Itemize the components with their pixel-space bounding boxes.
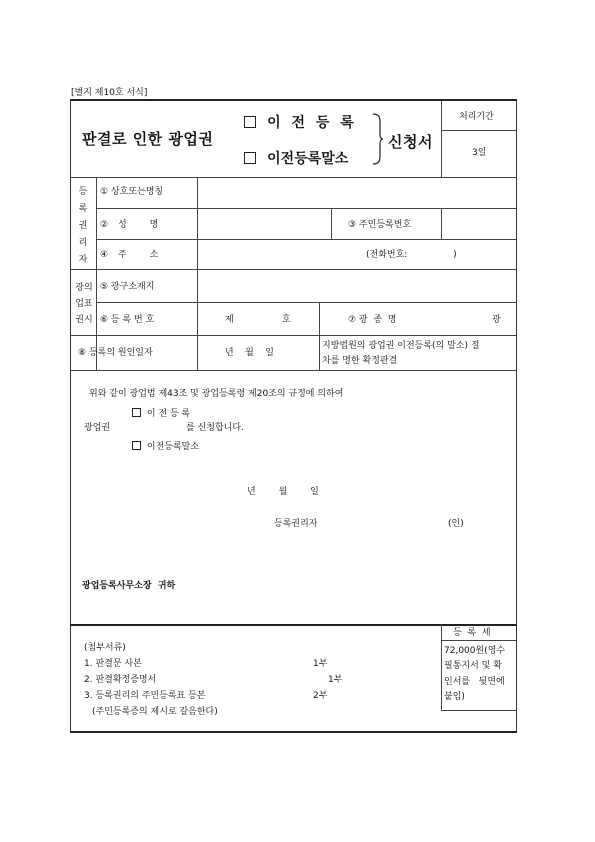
fee-line-1: 72,000원(영수 — [444, 646, 506, 656]
fee-line-2: 필통지서 및 확 — [444, 661, 502, 671]
form-title-suffix: 신청서 — [388, 133, 433, 151]
attachment-1: 1. 판결문 사본 — [84, 659, 142, 669]
address-label: 주 소 — [118, 250, 159, 260]
address-field[interactable] — [200, 241, 514, 267]
option-cancel[interactable] — [244, 148, 348, 168]
attachment-note: (주민등록증의 제시로 갈음한다) — [92, 707, 218, 717]
body-option-transfer[interactable]: 이 전 등 록 — [132, 406, 190, 419]
option-transfer-label: 이 전 등 록 — [267, 115, 357, 131]
option-transfer[interactable] — [244, 112, 357, 132]
body-transfer-checkbox[interactable] — [132, 408, 141, 417]
applicant-field[interactable] — [330, 514, 440, 532]
cause-description-2: 차를 명한 확정판결 — [322, 356, 398, 366]
fee-label: 등 록 세 — [453, 628, 491, 638]
trade-name-field[interactable] — [200, 180, 514, 206]
cause-description-1: 지방법원의 광업권 이전등록(의 말소) 절 — [322, 341, 480, 351]
phone-label: (전화번호: ) — [366, 250, 457, 260]
addressee: 광업등록사무소장 귀하 — [82, 581, 176, 591]
fee-line-4: 붙임) — [444, 692, 465, 702]
reg-number-field[interactable] — [236, 305, 278, 331]
mine-location-label: ⑤ 광구소재지 — [100, 282, 155, 292]
cause-date-value[interactable]: 년 월 일 — [225, 348, 274, 358]
attachment-3: 3. 등록권리의 주민등록표 등본 — [84, 691, 206, 701]
mining-right-label: 광업권 — [84, 423, 111, 433]
applicant-label: 등록권리자 — [274, 519, 318, 529]
cancel-checkbox[interactable] — [244, 152, 256, 164]
attachment-3-count: 2부 — [313, 691, 328, 701]
period-value: 3일 — [472, 148, 487, 158]
form-title: 판결로 인한 광업권 — [82, 130, 214, 148]
name-label: 성 명 — [118, 220, 159, 230]
period-label: 처리기간 — [459, 112, 494, 122]
attachment-2: 2. 판결확정증명서 — [84, 675, 157, 685]
fee-line-3: 인서를 뒷면에 — [444, 677, 505, 687]
body-cancel-checkbox[interactable] — [132, 441, 141, 450]
statement-text: 위와 같이 광업법 제43조 및 광업등록령 제20조의 규정에 의하여 — [89, 389, 344, 399]
mining-group-label: 광의 업표 권시 — [75, 283, 93, 325]
attachment-2-count: 1부 — [328, 675, 343, 685]
mine-location-field[interactable] — [200, 271, 514, 300]
mineral-field[interactable] — [420, 305, 488, 331]
bracket-icon — [372, 113, 384, 165]
name-field[interactable] — [200, 210, 328, 237]
body-option-cancel[interactable]: 이전등록말소 — [132, 439, 199, 452]
reg-number-label: ⑥ 등 록 번 호 — [100, 315, 155, 325]
registrant-group-label: 등 록 권 리 자 — [78, 187, 88, 265]
mineral-label: ⑦ 광 종 명 — [348, 315, 397, 325]
trade-name-label: ① 상호또는명칭 — [100, 187, 164, 197]
mineral-suffix: 광 — [492, 315, 501, 325]
seal-label: (인) — [448, 519, 464, 529]
id-number-field[interactable] — [444, 210, 514, 237]
option-cancel-label: 이전등록말소 — [267, 151, 349, 167]
attachments-heading: (첨부서류) — [84, 643, 126, 653]
cause-date-label: ⑧ 등록의 원인일자 — [78, 348, 153, 358]
form-reference: [별지 제10호 서식] — [71, 88, 148, 98]
application-date[interactable]: 년 월 일 — [247, 487, 319, 497]
request-text: 를 신청합니다. — [186, 423, 244, 433]
transfer-checkbox[interactable] — [244, 116, 256, 128]
id-number-label: ③ 주민등록번호 — [348, 220, 412, 230]
attachment-1-count: 1부 — [313, 659, 328, 669]
